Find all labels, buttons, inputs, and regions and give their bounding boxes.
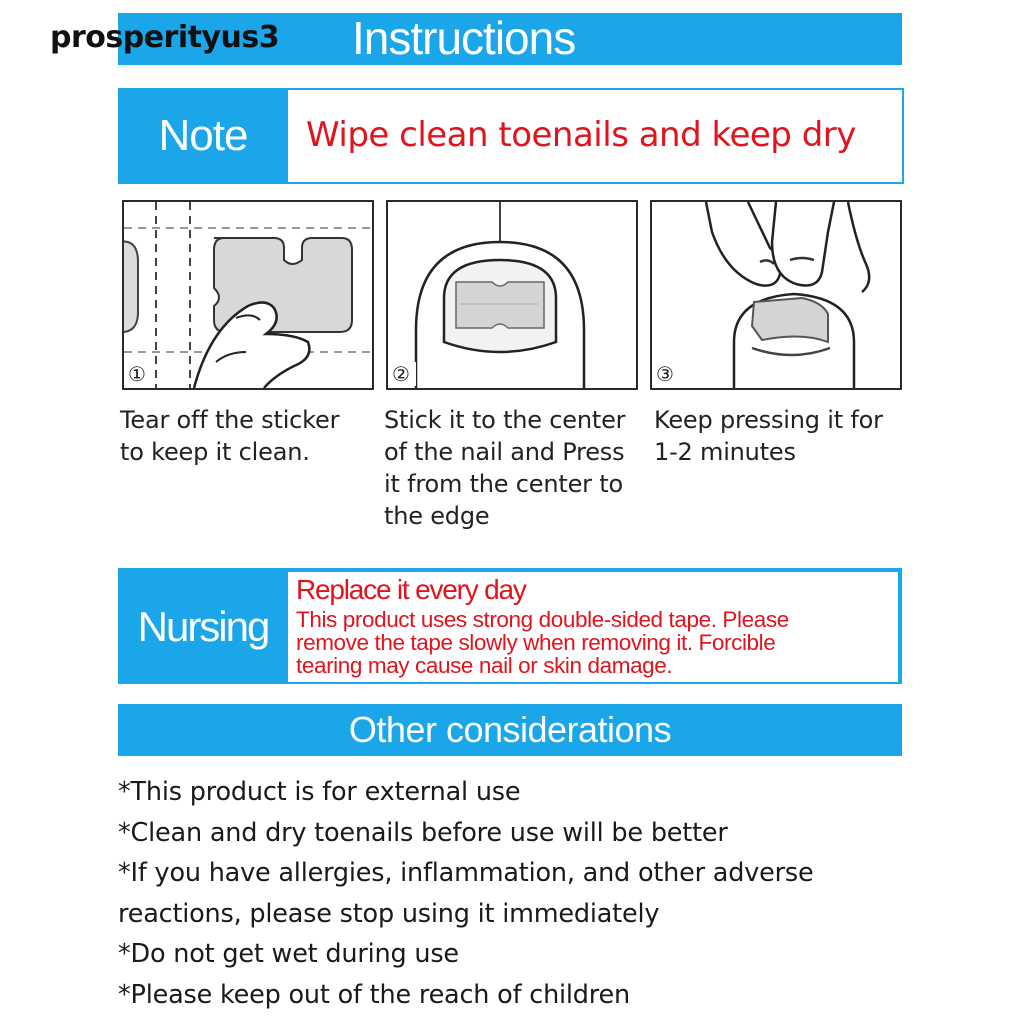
step-2-caption-line: it from the center to [384, 470, 623, 498]
step-1-caption-line: Tear off the sticker [120, 406, 340, 434]
list-item: reactions, please stop using it immediately [118, 898, 660, 929]
step-2-caption-line: the edge [384, 502, 490, 530]
list-item: *Please keep out of the reach of children [118, 979, 630, 1010]
step-2-caption [384, 404, 625, 532]
step-1-caption [120, 404, 339, 468]
step-2-caption-line: Stick it to the center [384, 406, 626, 434]
nursing-tag: Nursing [137, 603, 269, 650]
step-1-number: ① [128, 362, 152, 386]
note-tag: Note [118, 88, 288, 184]
considerations-list [118, 772, 918, 1015]
note-text: Wipe clean toenails and keep dry [306, 115, 856, 155]
step-3-number: ③ [656, 362, 680, 386]
tear-sticker-icon [124, 202, 372, 388]
nursing-headline: Replace it every day [296, 574, 526, 605]
store-watermark: prosperityus3 [50, 20, 280, 55]
step-3-illustration [650, 200, 902, 390]
step-2-illustration [386, 200, 638, 390]
list-item: *If you have allergies, inflammation, and other adverse [118, 858, 814, 888]
step-3-caption-line: 1-2 minutes [654, 438, 796, 466]
press-nail-icon [652, 202, 900, 388]
step-2-number: ② [392, 362, 416, 386]
step-2-caption-line: of the nail and Press [384, 438, 625, 466]
nursing-body-line: This product uses strong double-sided tape. Please [296, 607, 789, 632]
toe-nail-icon [388, 202, 636, 388]
list-item: *Do not get wet during use [118, 939, 459, 969]
nursing-body-line: tearing may cause nail or skin damage. [296, 653, 673, 678]
step-3-caption [654, 404, 883, 468]
other-considerations-title: Other considerations [348, 709, 672, 750]
list-item: *Clean and dry toenails before use will be better [118, 817, 728, 848]
step-3-caption-line: Keep pressing it for [654, 406, 883, 434]
nursing-body-line: remove the tape slowly when removing it. Forcible [296, 630, 776, 655]
step-1-caption-line: to keep it clean. [120, 438, 310, 466]
page-title: Instructions [352, 12, 576, 64]
nursing-body [296, 608, 896, 677]
list-item: *This product is for external use [118, 777, 521, 807]
step-1-illustration [122, 200, 374, 390]
